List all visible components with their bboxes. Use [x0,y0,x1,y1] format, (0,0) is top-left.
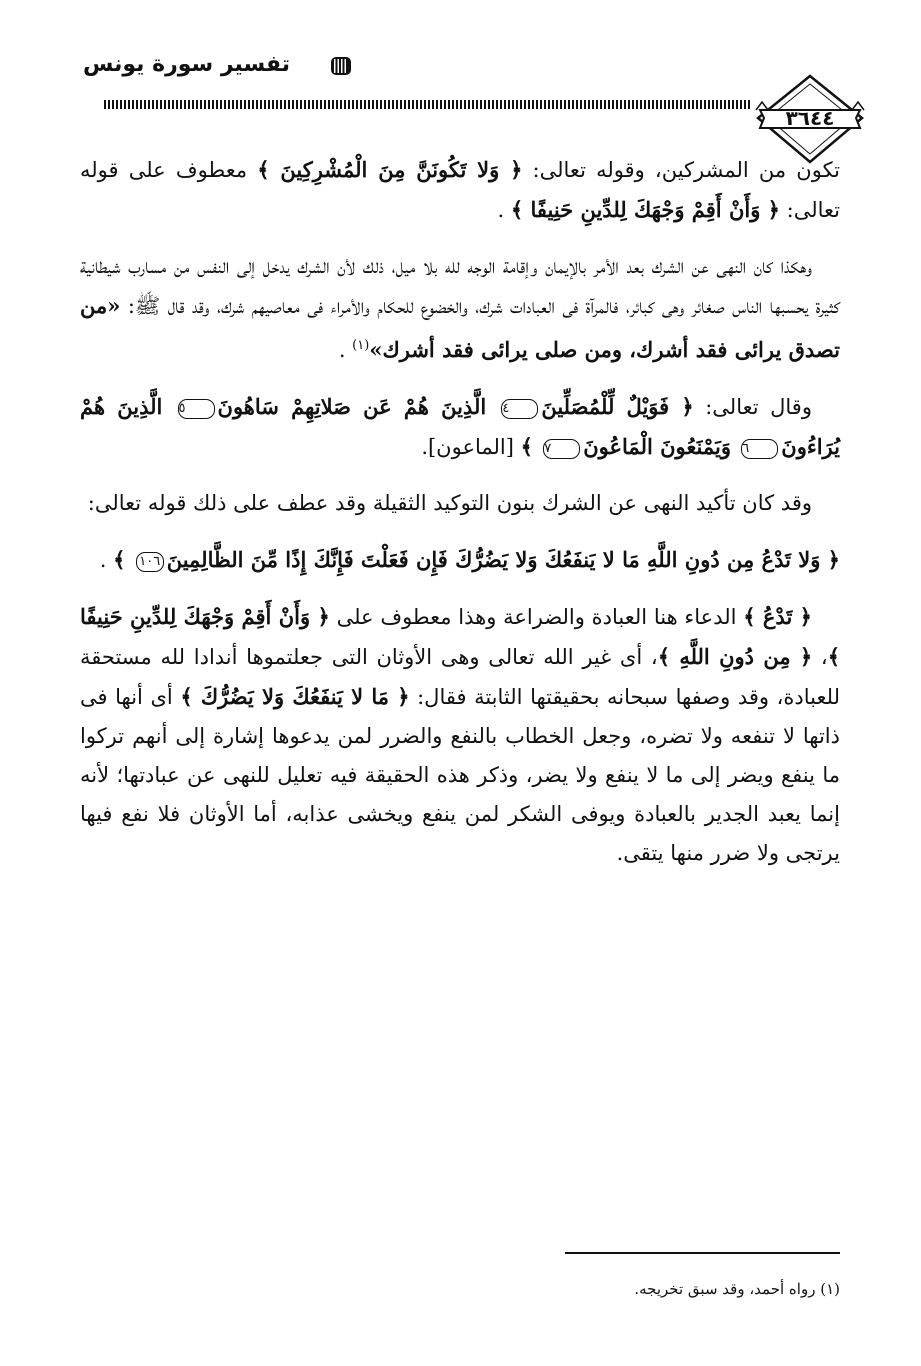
quran-verse: ﴿ تَدْعُ ﴾ [743,604,812,629]
quran-verse: ﴿ مِن دُونِ اللَّهِ ﴾ [657,644,813,669]
paragraph [80,597,840,873]
quran-verse: ﴾ [113,547,133,572]
quran-verse: الَّذِينَ هُمْ يُرَاءُونَ [80,394,840,459]
quran-verse: ﴿ فَوَيْلٌ لِّلْمُصَلِّينَ [541,394,694,419]
ayah-number: ٧ [543,439,580,459]
ayah-number: ٦ [741,439,778,459]
paragraph [80,540,840,580]
footnote: (١) رواه أحمد، وقد سبق تخريجه. [634,1280,840,1298]
body-text: وقال تعالى: [693,395,812,419]
paragraph [80,484,840,523]
body-text: وهكذا كان النهى عن الشرك بعد الأمر بالإيمان وإقامة الوجه لله بلا ميل، ذلك لأن الشرك يدخل إلى النفس من مسارب شيطانية كثيرة يحسبها الناس صغائر وهى كبائر، فالمرآة فى العبادات شرك، والخضوع للحكام والأمراء فى معاصيهم شرك، وقد قال ﷺ: [80,254,840,318]
quran-verse: ﴿ وَأَنْ أَقِمْ وَجْهَكَ لِلدِّينِ حَنِيفًا ﴾ [510,197,780,222]
hadith-quote: «من تصدق يرائى فقد أشرك، ومن صلى يرائى فقد أشرك» [80,293,840,362]
quran-verse: ﴾ [520,434,541,459]
body-text: . [99,548,114,572]
quran-verse: الَّذِينَ هُمْ عَن صَلاتِهِمْ سَاهُونَ [217,394,499,419]
body-text: . [338,338,353,362]
body-text: تكون من المشركين، وقوله تعالى: [522,158,841,182]
quran-verse: ﴿ وَلا تَدْعُ مِن دُونِ اللَّهِ مَا لا يَنفَعُكَ وَلا يَضُرُّكَ فَإِن فَعَلْتَ فَإِنَّكَ إِذًا مِّنَ الظَّالِمِينَ [166,547,840,572]
body-text: . [497,198,511,222]
body-text: الدعاء هنا العبادة والضراعة وهذا معطوف على [329,605,744,629]
header-rule [104,100,750,109]
quran-verse: ﴿ وَلا تَكُونَنَّ مِنَ الْمُشْرِكِينَ ﴾ [257,157,523,182]
footnote-ref: (١) [352,338,370,353]
ornament-icon [328,54,354,78]
body-text: [الماعون]. [421,435,521,459]
paragraph [80,150,840,230]
running-header [60,30,880,160]
ayah-number: ١٠٦ [136,552,164,572]
quran-verse: وَيَمْنَعُونَ الْمَاعُونَ [583,434,739,459]
ayah-number: ٤ [501,399,538,419]
paragraph [80,247,840,370]
quran-verse: ﴿ مَا لا يَنفَعُكَ وَلا يَضُرُّكَ ﴾ [180,684,410,709]
running-title: تفسير سورة يونس [83,52,290,77]
body-text: معطوف على قوله تعالى: [80,158,840,222]
body-text: وقد كان تأكيد النهى عن الشرك بنون التوكيد الثقيلة وقد عطف على ذلك قوله تعالى: [87,491,812,515]
ayah-number: ٥ [178,399,215,419]
quran-verse: ﴿ وَأَنْ أَقِمْ وَجْهَكَ لِلدِّينِ حَنِيفًا ﴾ [80,604,841,669]
body-text: أى أنها فى ذاتها لا تنفعه ولا تضره، وجعل الخطاب بالنفع والضرر لمن يدعوها إشارة إلى أنهم تركوا ما ينفع ويضر إلى ما لا ينفع ولا يضر، وذكر هذه الحقيقة فيه تعليل للنهى عن عبادتها؛ لأنه إنما يعبد الجدير بالعبادة ويوفى الشكر لمن ينفع ويخشى عذابه، أما الأوثان فلا نفع فيها يرتجى ولا ضرر منها يتقى. [80,685,840,865]
footnote-divider [565,1252,840,1254]
main-text [80,150,840,890]
page-number: ٣٦٤٤ [785,106,835,130]
paragraph [80,387,840,467]
body-text: ، [812,645,828,669]
body-text: ، أى غير الله تعالى وهى الأوثان التى جعلتموها أندادا لله مستحقة للعبادة، وقد وصفها سبحانه بحقيقتها الثابتة فقال: [80,645,840,709]
